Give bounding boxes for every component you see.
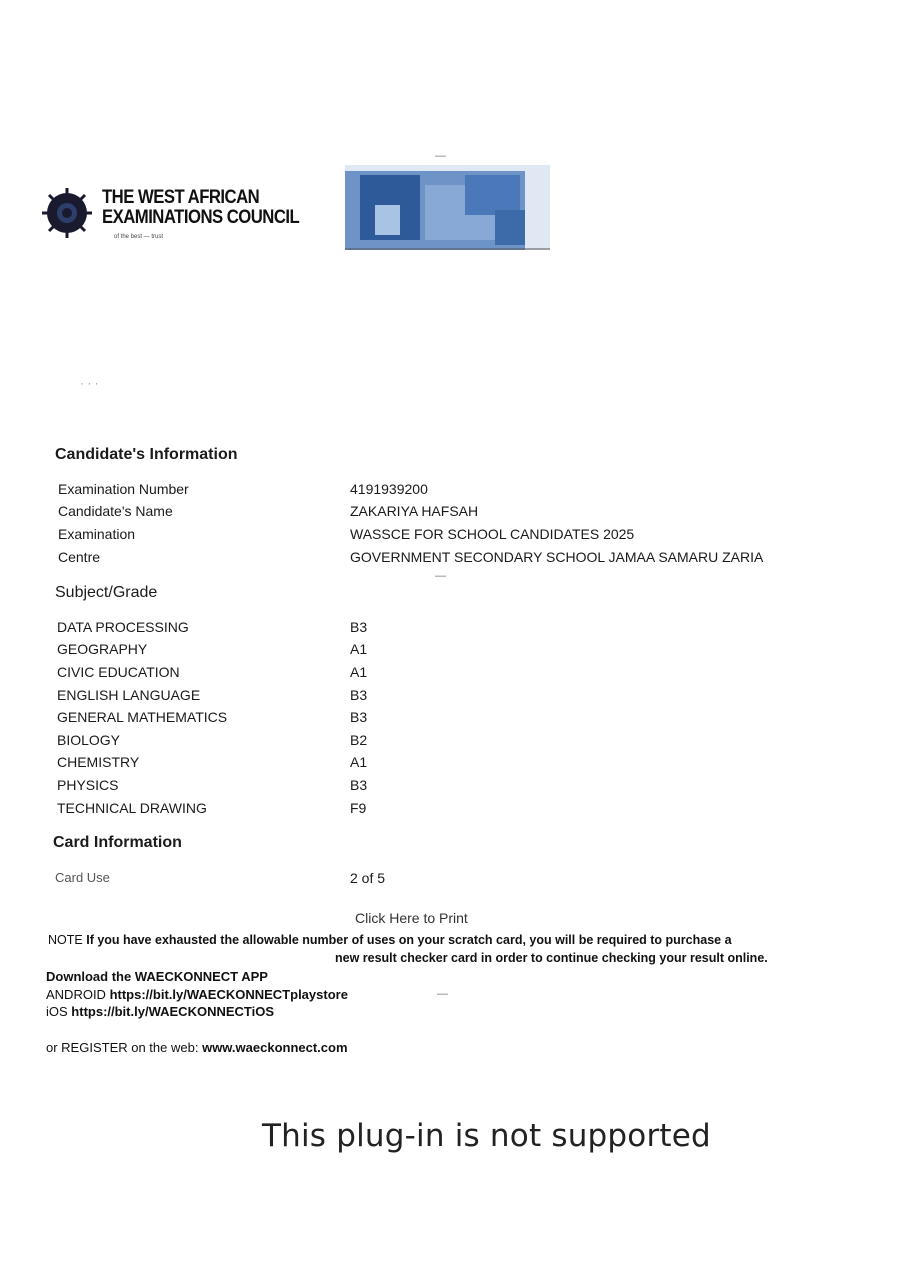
- org-name: THE WEST AFRICAN EXAMINATIONS COUNCIL: [102, 187, 300, 228]
- field-label: Examination Number: [58, 481, 189, 497]
- ios-link[interactable]: https://bit.ly/WAECKONNECTiOS: [71, 1004, 275, 1019]
- subject-grade: B3: [350, 709, 368, 725]
- subject-grade: B3: [350, 619, 368, 635]
- subject-grade: A1: [350, 664, 368, 680]
- subject-grade: F9: [350, 800, 367, 816]
- field-label: Centre: [58, 549, 101, 565]
- subject-name: PHYSICS: [57, 777, 119, 793]
- subject-name: BIOLOGY: [57, 732, 121, 748]
- stray-mark: —: [437, 988, 448, 1000]
- android-line: [46, 987, 348, 1002]
- waec-logo: [40, 182, 310, 252]
- examination-number: 4191939200: [350, 481, 428, 497]
- subject-name: CIVIC EDUCATION: [57, 664, 180, 680]
- waec-seal-icon: [40, 186, 94, 240]
- ios-line: [46, 1004, 274, 1019]
- print-link[interactable]: Click Here to Print: [355, 910, 468, 926]
- centre: GOVERNMENT SECONDARY SCHOOL JAMAA SAMARU ZARIA: [350, 549, 764, 565]
- subject-name: GEOGRAPHY: [57, 641, 148, 657]
- candidate-info-title: Candidate's Information: [55, 446, 238, 463]
- stray-mark: —: [435, 570, 446, 582]
- field-label: Candidate's Name: [58, 503, 173, 519]
- ios-label: iOS: [46, 1004, 68, 1019]
- note-line-2: new result checker card in order to continue checking your result online.: [335, 951, 768, 965]
- subject-grade: B2: [350, 732, 368, 748]
- subject-name: ENGLISH LANGUAGE: [57, 687, 201, 703]
- subject-name: DATA PROCESSING: [57, 619, 189, 635]
- android-link[interactable]: https://bit.ly/WAECKONNECTplaystore: [109, 987, 348, 1002]
- web-link[interactable]: www.waeckonnect.com: [202, 1040, 348, 1055]
- candidate-photo: [345, 165, 550, 250]
- card-info-title: Card Information: [53, 834, 182, 851]
- subject-grade: A1: [350, 754, 368, 770]
- register-line: [46, 1040, 348, 1055]
- subject-name: TECHNICAL DRAWING: [57, 800, 207, 816]
- note-prefix: NOTE: [48, 933, 83, 947]
- note-line-1: [48, 933, 732, 947]
- subject-grade: A1: [350, 641, 368, 657]
- note-text-1: If you have exhausted the allowable number of uses on your scratch card, you will be required to purchase a: [86, 933, 732, 947]
- plugin-unsupported-message: This plug-in is not supported: [262, 1118, 711, 1154]
- card-use-label: Card Use: [55, 870, 110, 885]
- subject-name: CHEMISTRY: [57, 754, 140, 770]
- stray-mark: —: [435, 150, 446, 162]
- candidate-name: ZAKARIYA HAFSAH: [350, 503, 479, 519]
- register-text: or REGISTER on the web:: [46, 1040, 199, 1055]
- examination: WASSCE FOR SCHOOL CANDIDATES 2025: [350, 526, 635, 542]
- field-label: Examination: [58, 526, 136, 542]
- subject-grade-title: Subject/Grade: [55, 584, 158, 601]
- subject-name: GENERAL MATHEMATICS: [57, 709, 228, 725]
- download-app-text: Download the WAECKONNECT APP: [46, 969, 268, 984]
- org-motto: of the best — trust: [114, 234, 164, 240]
- subject-grade: B3: [350, 687, 368, 703]
- subject-grade: B3: [350, 777, 368, 793]
- android-label: ANDROID: [46, 987, 106, 1002]
- faint-mark: · · ·: [80, 376, 99, 390]
- card-use-value: 2 of 5: [350, 870, 386, 886]
